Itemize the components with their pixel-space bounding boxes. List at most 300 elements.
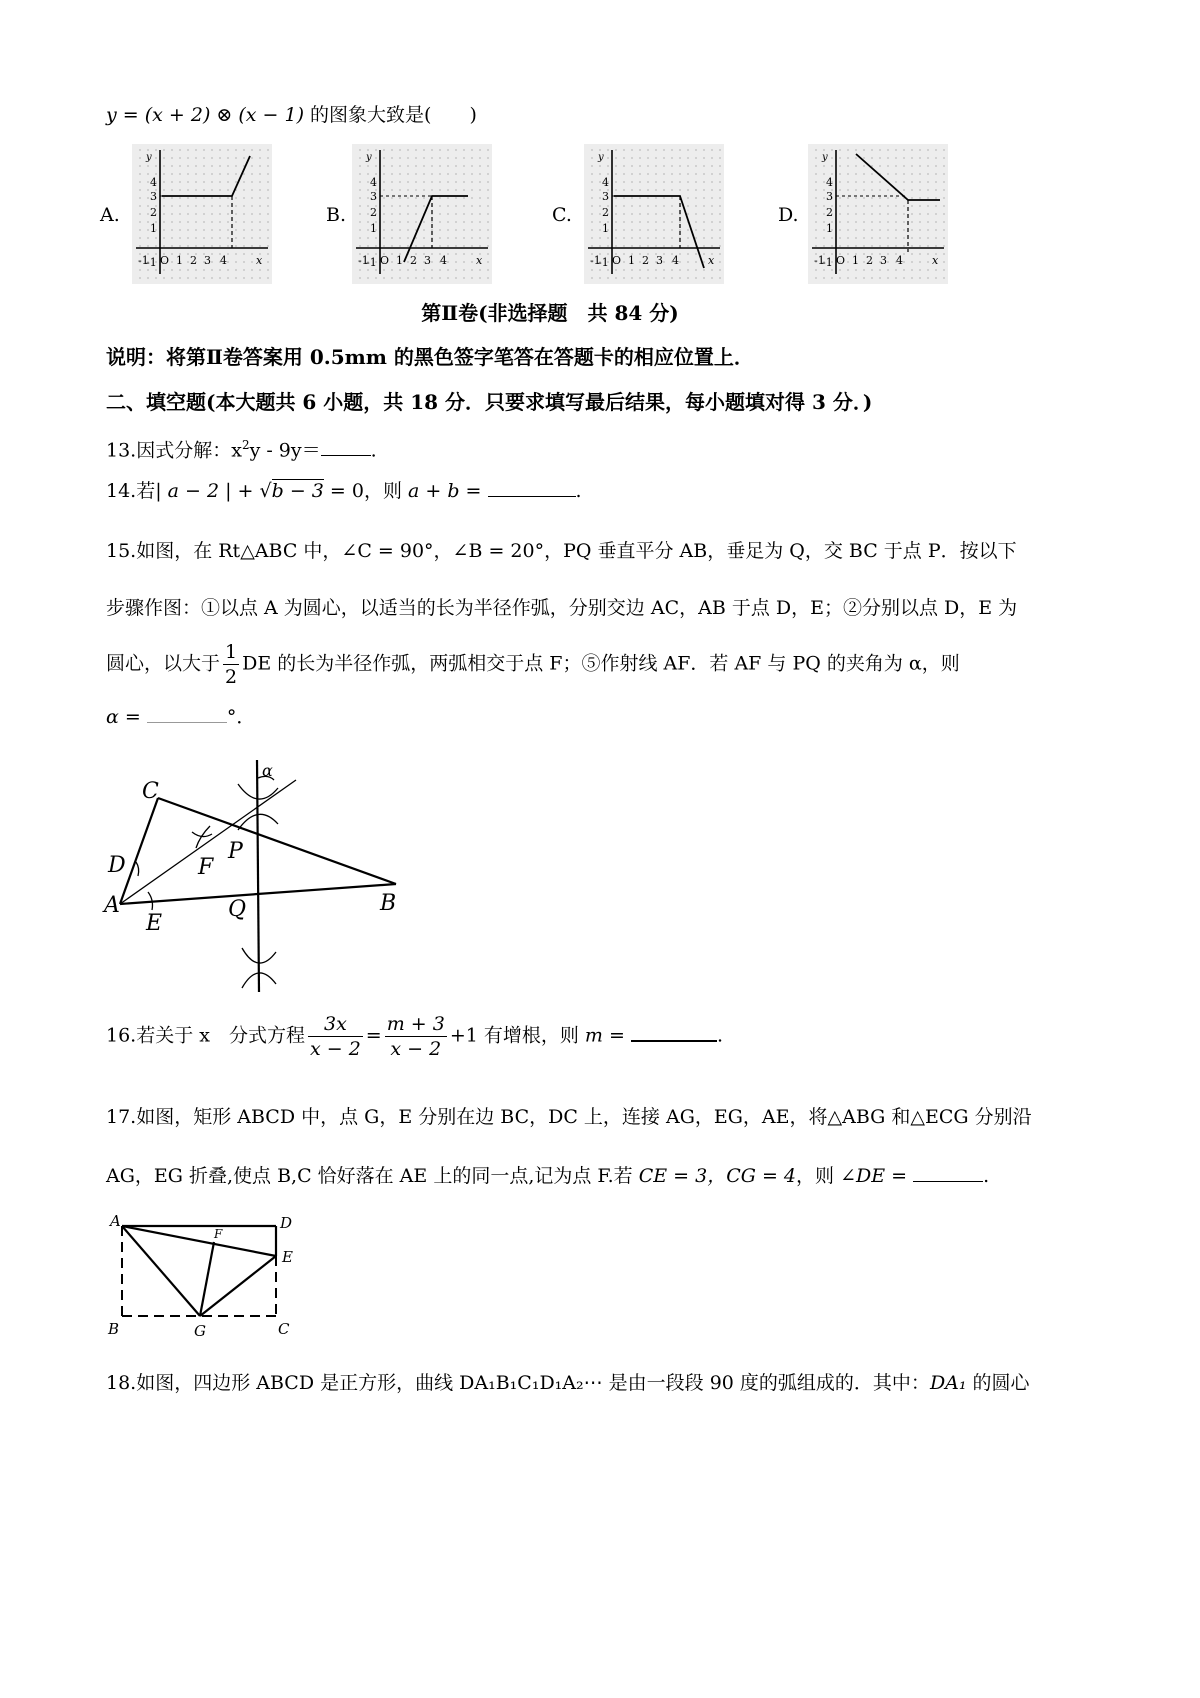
grid-dot <box>163 173 165 175</box>
grid-dot <box>815 157 817 159</box>
grid-dot <box>203 149 205 151</box>
grid-dot <box>431 189 433 191</box>
grid-dot <box>879 197 881 199</box>
grid-dot <box>211 253 213 255</box>
grid-dot <box>935 277 937 279</box>
grid-dot <box>155 149 157 151</box>
grid-dot <box>267 149 269 151</box>
grid-dot <box>455 245 457 247</box>
grid-dot <box>187 253 189 255</box>
grid-dot <box>219 269 221 271</box>
q16-eq: = <box>365 1024 382 1047</box>
grid-dot <box>599 269 601 271</box>
grid-dot <box>695 229 697 231</box>
grid-dot <box>599 221 601 223</box>
grid-dot <box>631 149 633 151</box>
grid-dot <box>259 149 261 151</box>
grid-dot <box>171 221 173 223</box>
grid-dot <box>935 237 937 239</box>
grid-dot <box>187 277 189 279</box>
grid-dot <box>463 277 465 279</box>
q15-answer-blank[interactable] <box>147 722 227 723</box>
grid-dot <box>407 189 409 191</box>
grid-dot <box>919 245 921 247</box>
grid-dot <box>383 277 385 279</box>
y-tick-label: 3 <box>826 190 833 203</box>
grid-dot <box>391 213 393 215</box>
grid-dot <box>359 221 361 223</box>
grid-dot <box>383 213 385 215</box>
grid-dot <box>687 197 689 199</box>
grid-dot <box>607 157 609 159</box>
grid-dot <box>831 157 833 159</box>
grid-dot <box>407 149 409 151</box>
grid-dot <box>895 149 897 151</box>
grid-dot <box>919 277 921 279</box>
grid-dot <box>719 181 721 183</box>
grid-dot <box>607 245 609 247</box>
grid-dot <box>383 269 385 271</box>
grid-dot <box>487 173 489 175</box>
grid-dot <box>251 165 253 167</box>
grid-dot <box>623 229 625 231</box>
x-tick-label: 1 <box>852 254 859 267</box>
x-tick-label: 1 <box>628 254 635 267</box>
y-tick-label: 3 <box>602 190 609 203</box>
grid-dot <box>639 253 641 255</box>
grid-dot <box>671 269 673 271</box>
q12-tail-line <box>106 102 477 128</box>
grid-dot <box>219 173 221 175</box>
grid-dot <box>487 157 489 159</box>
grid-dot <box>187 165 189 167</box>
grid-dot <box>687 261 689 263</box>
grid-dot <box>903 261 905 263</box>
grid-dot <box>179 221 181 223</box>
q13-prefix: 13.因式分解：x <box>106 439 242 462</box>
grid-dot <box>895 213 897 215</box>
grid-dot <box>187 221 189 223</box>
grid-dot <box>243 205 245 207</box>
grid-dot <box>147 237 149 239</box>
grid-dot <box>887 197 889 199</box>
grid-dot <box>139 181 141 183</box>
grid-dot <box>935 165 937 167</box>
grid-dot <box>415 221 417 223</box>
grid-dot <box>439 157 441 159</box>
grid-dot <box>927 261 929 263</box>
grid-dot <box>847 213 849 215</box>
grid-dot <box>935 221 937 223</box>
grid-dot <box>703 205 705 207</box>
grid-dot <box>219 157 221 159</box>
grid-dot <box>431 181 433 183</box>
grid-dot <box>267 269 269 271</box>
grid-dot <box>903 277 905 279</box>
grid-dot <box>615 149 617 151</box>
grid-dot <box>195 221 197 223</box>
x-tick-label: -1 <box>138 254 149 267</box>
grid-dot <box>679 253 681 255</box>
grid-dot <box>243 189 245 191</box>
grid-dot <box>823 237 825 239</box>
grid-dot <box>615 197 617 199</box>
grid-dot <box>455 269 457 271</box>
q17-mid: ，则 <box>796 1165 835 1187</box>
grid-dot <box>639 245 641 247</box>
grid-dot <box>487 213 489 215</box>
grid-dot <box>591 269 593 271</box>
grid-dot <box>179 197 181 199</box>
grid-dot <box>703 229 705 231</box>
grid-dot <box>719 173 721 175</box>
grid-dot <box>267 197 269 199</box>
grid-dot <box>655 197 657 199</box>
grid-dot <box>219 229 221 231</box>
grid-dot <box>163 181 165 183</box>
grid-dot <box>823 205 825 207</box>
grid-dot <box>919 253 921 255</box>
grid-dot <box>407 277 409 279</box>
grid-dot <box>695 197 697 199</box>
grid-dot <box>687 149 689 151</box>
y-axis-label: y <box>146 152 152 163</box>
grid-dot <box>927 253 929 255</box>
grid-dot <box>663 189 665 191</box>
grid-dot <box>639 277 641 279</box>
grid-dot <box>623 189 625 191</box>
grid-dot <box>195 213 197 215</box>
grid-dot <box>831 165 833 167</box>
y-tick-label: 3 <box>370 190 377 203</box>
q15-figure <box>100 760 420 1000</box>
grid-dot <box>407 261 409 263</box>
grid-dot <box>235 213 237 215</box>
grid-dot <box>687 173 689 175</box>
grid-dot <box>243 149 245 151</box>
grid-dot <box>463 221 465 223</box>
grid-dot <box>259 165 261 167</box>
grid-dot <box>203 197 205 199</box>
grid-dot <box>471 237 473 239</box>
grid-dot <box>139 205 141 207</box>
grid-dot <box>695 205 697 207</box>
grid-dot <box>687 181 689 183</box>
grid-dot <box>359 165 361 167</box>
grid-dot <box>227 245 229 247</box>
grid-dot <box>227 205 229 207</box>
grid-dot <box>695 261 697 263</box>
grid-dot <box>887 149 889 151</box>
grid-dot <box>471 229 473 231</box>
grid-dot <box>487 269 489 271</box>
grid-dot <box>195 173 197 175</box>
grid-dot <box>647 277 649 279</box>
grid-dot <box>155 165 157 167</box>
grid-dot <box>431 165 433 167</box>
grid-dot <box>687 269 689 271</box>
grid-dot <box>203 173 205 175</box>
grid-dot <box>703 245 705 247</box>
grid-dot <box>235 173 237 175</box>
grid-dot <box>171 197 173 199</box>
grid-dot <box>607 165 609 167</box>
grid-dot <box>171 149 173 151</box>
grid-dot <box>155 173 157 175</box>
y-tick-label: 4 <box>370 176 377 189</box>
x-tick-label: x <box>256 254 263 267</box>
grid-dot <box>163 149 165 151</box>
grid-dot <box>911 253 913 255</box>
grid-dot <box>439 229 441 231</box>
grid-dot <box>359 149 361 151</box>
grid-dot <box>447 253 449 255</box>
grid-dot <box>879 205 881 207</box>
grid-dot <box>719 149 721 151</box>
q15-line3 <box>106 640 960 689</box>
y-tick-label: 1 <box>826 222 833 235</box>
grid-dot <box>423 197 425 199</box>
grid-dot <box>623 181 625 183</box>
q13-answer-blank[interactable] <box>321 455 371 456</box>
grid-dot <box>195 277 197 279</box>
part2-heading: 二、填空题(本大题共 6 小题，共 18 分．只要求填写最后结果，每小题填对得 3 分．) <box>106 390 873 414</box>
grid-dot <box>655 269 657 271</box>
grid-dot <box>879 221 881 223</box>
grid-dot <box>219 237 221 239</box>
grid-dot <box>719 261 721 263</box>
grid-dot <box>831 269 833 271</box>
grid-dot <box>855 173 857 175</box>
grid-dot <box>927 277 929 279</box>
grid-dot <box>631 213 633 215</box>
grid-dot <box>615 229 617 231</box>
grid-dot <box>407 245 409 247</box>
grid-dot <box>415 205 417 207</box>
grid-dot <box>211 189 213 191</box>
y-tick-label: -1 <box>366 256 377 269</box>
grid-dot <box>695 181 697 183</box>
grid-dot <box>663 253 665 255</box>
grid-dot <box>203 165 205 167</box>
grid-dot <box>663 173 665 175</box>
option-label-a: A. <box>100 204 120 226</box>
grid-dot <box>639 237 641 239</box>
grid-dot <box>943 149 945 151</box>
grid-dot <box>423 173 425 175</box>
q17-answer-blank[interactable] <box>913 1181 983 1182</box>
grid-dot <box>171 277 173 279</box>
grid-dot <box>235 149 237 151</box>
grid-dot <box>407 197 409 199</box>
grid-dot <box>895 173 897 175</box>
grid-dot <box>903 149 905 151</box>
grid-dot <box>187 173 189 175</box>
x-tick-label: -1 <box>590 254 601 267</box>
grid-dot <box>383 245 385 247</box>
grid-dot <box>147 277 149 279</box>
grid-dot <box>831 149 833 151</box>
grid-dot <box>147 181 149 183</box>
grid-dot <box>695 157 697 159</box>
q13-tail: . <box>370 439 377 462</box>
x-tick-label: x <box>708 254 715 267</box>
grid-dot <box>695 165 697 167</box>
grid-dot <box>163 197 165 199</box>
grid-dot <box>703 149 705 151</box>
grid-dot <box>647 189 649 191</box>
grid-dot <box>455 157 457 159</box>
grid-dot <box>479 221 481 223</box>
grid-dot <box>943 173 945 175</box>
grid-dot <box>895 237 897 239</box>
grid-dot <box>375 277 377 279</box>
grid-dot <box>911 205 913 207</box>
grid-dot <box>267 213 269 215</box>
grid-dot <box>919 269 921 271</box>
grid-dot <box>911 261 913 263</box>
grid-dot <box>943 221 945 223</box>
option-label-b: B. <box>326 204 347 226</box>
grid-dot <box>943 197 945 199</box>
grid-dot <box>863 157 865 159</box>
grid-dot <box>471 205 473 207</box>
grid-dot <box>171 253 173 255</box>
q14-answer-blank[interactable] <box>488 496 576 497</box>
grid-dot <box>455 181 457 183</box>
grid-dot <box>195 205 197 207</box>
grid-dot <box>607 277 609 279</box>
grid-dot <box>671 157 673 159</box>
grid-dot <box>879 181 881 183</box>
grid-dot <box>943 269 945 271</box>
grid-dot <box>671 213 673 215</box>
grid-dot <box>855 213 857 215</box>
grid-dot <box>663 197 665 199</box>
grid-dot <box>267 165 269 167</box>
grid-dot <box>943 205 945 207</box>
grid-dot <box>847 165 849 167</box>
grid-dot <box>703 173 705 175</box>
grid-dot <box>219 245 221 247</box>
grid-dot <box>163 189 165 191</box>
grid-dot <box>139 197 141 199</box>
grid-dot <box>927 205 929 207</box>
grid-dot <box>179 205 181 207</box>
grid-dot <box>631 221 633 223</box>
grid-dot <box>179 269 181 271</box>
grid-dot <box>855 277 857 279</box>
q15-frac-num: 1 <box>225 641 238 663</box>
y-tick-label: -1 <box>822 256 833 269</box>
grid-dot <box>179 213 181 215</box>
grid-dot <box>415 197 417 199</box>
grid-dot <box>903 205 905 207</box>
grid-dot <box>623 213 625 215</box>
grid-dot <box>863 261 865 263</box>
grid-dot <box>599 197 601 199</box>
grid-dot <box>415 245 417 247</box>
q17-eq: = <box>891 1165 908 1187</box>
grid-dot <box>227 229 229 231</box>
grid-dot <box>639 229 641 231</box>
grid-dot <box>431 277 433 279</box>
grid-dot <box>911 245 913 247</box>
grid-dot <box>935 189 937 191</box>
grid-dot <box>823 245 825 247</box>
grid-dot <box>887 189 889 191</box>
grid-dot <box>439 213 441 215</box>
grid-dot <box>847 189 849 191</box>
y-tick-label: 1 <box>602 222 609 235</box>
grid-dot <box>639 157 641 159</box>
grid-dot <box>919 149 921 151</box>
grid-dot <box>179 237 181 239</box>
grid-dot <box>679 221 681 223</box>
grid-dot <box>871 245 873 247</box>
grid-dot <box>147 189 149 191</box>
grid-dot <box>839 245 841 247</box>
grid-dot <box>487 229 489 231</box>
grid-dot <box>243 261 245 263</box>
grid-dot <box>911 189 913 191</box>
grid-dot <box>251 229 253 231</box>
grid-dot <box>391 277 393 279</box>
grid-dot <box>719 221 721 223</box>
grid-dot <box>639 205 641 207</box>
y-tick-label: -1 <box>146 256 157 269</box>
grid-dot <box>887 165 889 167</box>
grid-dot <box>615 189 617 191</box>
grid-dot <box>895 245 897 247</box>
grid-dot <box>815 173 817 175</box>
grid-dot <box>687 205 689 207</box>
grid-dot <box>887 261 889 263</box>
grid-dot <box>871 237 873 239</box>
grid-dot <box>599 229 601 231</box>
grid-dot <box>455 277 457 279</box>
grid-dot <box>855 157 857 159</box>
grid-dot <box>647 181 649 183</box>
grid-dot <box>871 269 873 271</box>
grid-dot <box>823 173 825 175</box>
grid-dot <box>399 181 401 183</box>
grid-dot <box>663 229 665 231</box>
arc-d <box>136 862 139 876</box>
grid-dot <box>423 149 425 151</box>
grid-dot <box>471 269 473 271</box>
grid-dot <box>399 221 401 223</box>
grid-dot <box>359 181 361 183</box>
grid-dot <box>219 221 221 223</box>
grid-dot <box>267 229 269 231</box>
q16-answer-blank[interactable] <box>631 1040 717 1042</box>
grid-dot <box>139 173 141 175</box>
grid-dot <box>599 277 601 279</box>
grid-dot <box>367 189 369 191</box>
grid-dot <box>235 261 237 263</box>
q15-line4-post: °． <box>226 706 256 728</box>
grid-dot <box>391 221 393 223</box>
grid-dot <box>823 221 825 223</box>
grid-dot <box>623 157 625 159</box>
grid-dot <box>839 157 841 159</box>
grid-dot <box>211 221 213 223</box>
grid-dot <box>615 157 617 159</box>
grid-dot <box>663 221 665 223</box>
grid-dot <box>927 173 929 175</box>
grid-dot <box>719 165 721 167</box>
